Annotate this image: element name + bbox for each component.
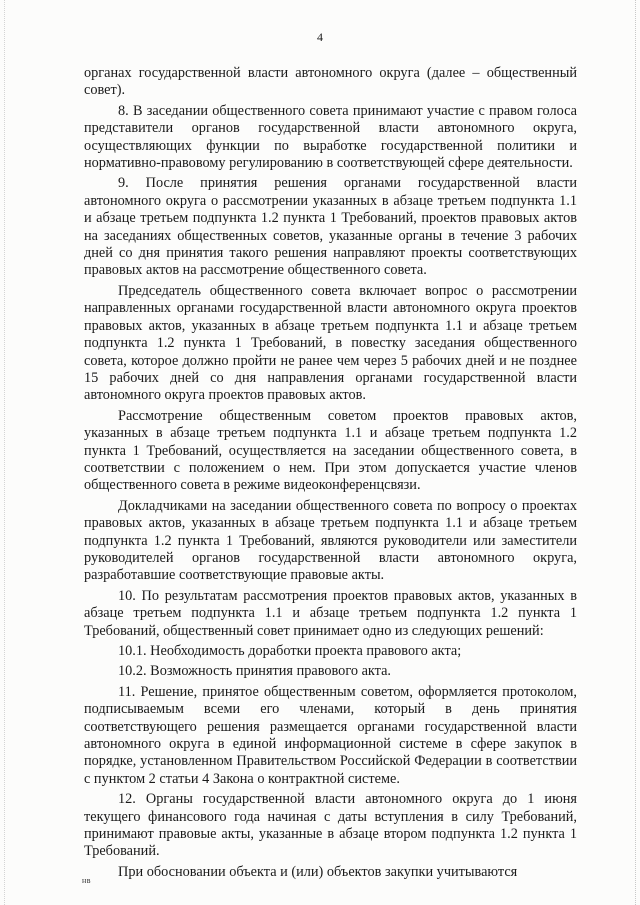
paragraph: 11. Решение, принятое общественным советом, оформляется протоколом, подписываемым всеми его членами, который в день принятия соответствующего решения размещается органами государственной власти автономного округа в единой информационной системе в сфере закупок в порядке, установленном Правительством Российской Федерации в соответствии с пунктом 2 статьи 4 Закона о контрактной системе. (84, 683, 577, 787)
paragraph: 10. По результатам рассмотрения проектов правовых актов, указанных в абзаце третьем подпункта 1.1 и абзаце третьем подпункта 1.2 пункта 1 Требований, общественный совет принимает одно из следующих решений: (84, 587, 577, 639)
paragraph: Докладчиками на заседании общественного совета по вопросу о проектах правовых актов, указанных в абзаце третьем подпункта 1.1 и абзаце третьем подпункта 1.2 пункта 1 Требований, являются руководители или заместители руководителей органов государственной власти автономного округа, разработавшие соответствующие правовые акты. (84, 497, 577, 584)
paragraph: 8. В заседании общественного совета принимают участие с правом голоса представители органов государственной власти автономного округа, осуществляющих функции по выработке государственной политики и нормативно-правовому регулированию в соответствующей сфере деятельности. (84, 102, 577, 172)
paragraph: 12. Органы государственной власти автономного округа до 1 июня текущего финансового года начиная с даты вступления в силу Требований, принимают правовые акты, указанные в абзаце втором подпункта 1.2 пункта 1 Требований. (84, 791, 577, 860)
paragraph: Рассмотрение общественным советом проектов правовых актов, указанных в абзаце третьем подпункта 1.1 и абзаце третьем подпункта 1.2 пункта 1 Требований, осуществляется на заседании общественного совета, в соответствии с положением о нем. При этом допускается участие членов общественного совета в режиме видеоконференцсвязи. (84, 407, 577, 494)
paragraph: 10.2. Возможность принятия правового акта. (118, 663, 392, 680)
document-body (84, 65, 577, 884)
paragraph: Председатель общественного совета включает вопрос о рассмотрении направленных органами государственной власти автономного округа проектов правовых актов, указанных в абзаце третьем подпункта 1.1 и абзаце третьем подпункта 1.2 пункта 1 Требований, в повестку заседания общественного совета, которое должно пройти не ранее чем через 5 рабочих дней и не позднее 15 рабочих дней со дня направления органами государственной власти автономного округа проектов правовых актов. (84, 282, 577, 404)
paragraph: 10.1. Необходимость доработки проекта правового акта; (118, 643, 462, 659)
page-number: 4 (317, 30, 323, 44)
scan-edge-left (4, 0, 6, 905)
footer-initials: нв (82, 876, 92, 885)
paragraph: При обосновании объекта и (или) объектов закупки учитываются (118, 863, 518, 880)
paragraph: 9. После принятия решения органами государственной власти автономного округа о рассмотрении указанных в абзаце третьем подпункта 1.1 и абзаце третьем подпункта 1.2 пункта 1 Требований, проектов правовых актов на заседаниях общественных советов, указанные органы в течение 3 рабочих дней со дня принятия такого решения направляют проекты соответствующих правовых актов на рассмотрение общественного совета. (84, 175, 577, 279)
paragraph: органах государственной власти автономного округа (далее – общественный совет). (84, 65, 577, 99)
scan-edge-right (634, 0, 636, 905)
